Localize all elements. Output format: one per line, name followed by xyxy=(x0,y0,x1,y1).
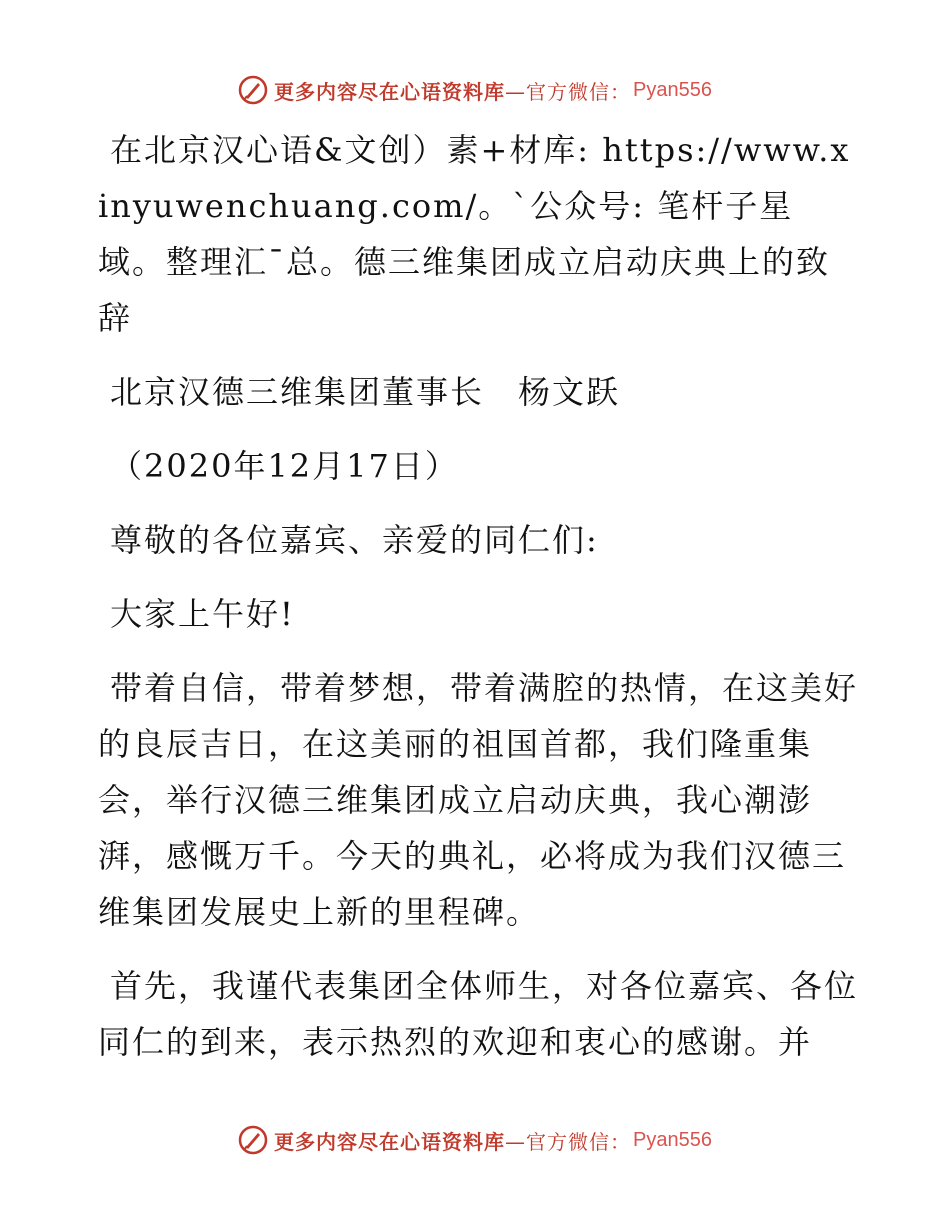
banner-site-text: 更多内容尽在心语资料库 xyxy=(274,79,506,104)
intro-paragraph: 在北京汉心语&文创）素+材库: https://www.xinyuwenchuang.com/。`公众号: 笔杆子星域。整理汇¯总。德三维集团成立启动庆典上的致辞 xyxy=(98,131,851,337)
document-body xyxy=(98,122,858,1076)
banner-wechat-id: Pyan556 xyxy=(633,78,712,101)
body-paragraph-1: 带着自信，带着梦想，带着满腔的热情，在这美好的良辰吉日，在这美丽的祖国首都，我们隆重集会，举行汉德三维集团成立启动庆典，我心潮澎湃，感慨万千。今天的典礼，必将成为我们汉德三维集团发展史上新的里程碑。 xyxy=(98,669,859,931)
header-banner xyxy=(0,70,950,110)
footer-banner xyxy=(0,1120,950,1160)
salutation: 尊敬的各位嘉宾、亲爱的同仁们: xyxy=(110,521,599,559)
greeting: 大家上午好! xyxy=(110,595,295,633)
banner-wechat-label: —官方微信： xyxy=(505,1129,632,1154)
author-line: 北京汉德三维集团董事长 杨文跃 xyxy=(110,373,621,411)
quill-logo-icon xyxy=(238,1125,268,1155)
body-paragraph-2: 首先，我谨代表集团全体师生，对各位嘉宾、各位同仁的到来，表示热烈的欢迎和衷心的感谢。并 xyxy=(98,967,859,1061)
quill-logo-icon xyxy=(238,75,268,105)
date-line: （2020年12月17日） xyxy=(110,447,459,485)
banner-site-text: 更多内容尽在心语资料库 xyxy=(274,1129,506,1154)
banner-wechat-id: Pyan556 xyxy=(633,1128,712,1151)
banner-wechat-label: —官方微信： xyxy=(505,79,632,104)
